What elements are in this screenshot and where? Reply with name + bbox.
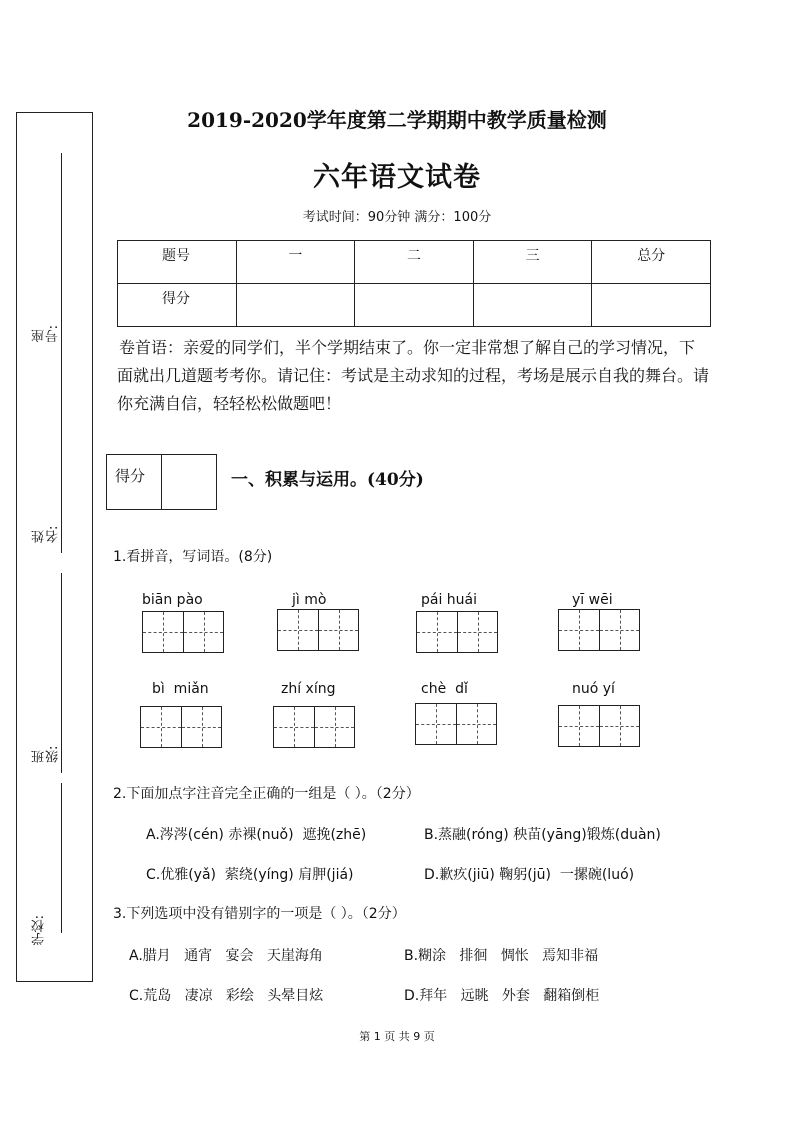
exam-subtitle: 六年语文试卷 [313, 162, 481, 193]
char-grid[interactable] [599, 610, 639, 650]
score-table [117, 240, 711, 327]
char-box-pair[interactable] [142, 611, 224, 653]
section1-title: 一、积累与运用。(40分) [231, 470, 424, 490]
q2-option-d[interactable]: D.歉疚(jiū) 鞠躬(jū) 一摞碗(luó) [424, 867, 635, 883]
char-grid[interactable] [143, 612, 183, 652]
char-grid[interactable] [141, 707, 181, 747]
pinyin-label: nuó yí [572, 681, 615, 697]
q3-text: 3.下列选项中没有错别字的一项是（ ）。（2分） [113, 906, 406, 922]
char-grid[interactable] [417, 612, 457, 652]
q2-option-a[interactable]: A.涔涔(cén) 赤裸(nuǒ) 遮挽(zhē) [146, 827, 367, 843]
char-box-pair[interactable] [140, 706, 222, 748]
char-box-pair[interactable] [415, 703, 497, 745]
char-grid[interactable] [559, 610, 599, 650]
q3-option-c[interactable]: C.荒岛 凄凉 彩绘 头晕目炫 [129, 988, 324, 1004]
preface-text: 卷首语：亲爱的同学们，半个学期结束了。你一定非常想了解自己的学习情况，下面就出几道题考考你。请记住：考试是主动求知的过程，考场是展示自我的舞台。请你充满自信，轻轻松松做题吧！ [117, 338, 710, 413]
class-label: 班级: [32, 745, 61, 763]
name-line [61, 353, 62, 553]
score-cell[interactable] [236, 284, 355, 327]
char-grid[interactable] [183, 612, 223, 652]
char-box-pair[interactable] [416, 611, 498, 653]
school-label: 学校: [32, 915, 47, 946]
pinyin-label: chè dǐ [421, 681, 468, 697]
char-grid[interactable] [274, 707, 314, 747]
char-box-pair[interactable] [558, 609, 640, 651]
char-box-pair[interactable] [277, 609, 359, 651]
score-cell[interactable] [473, 284, 592, 327]
score-table-header-cell: 二 [355, 241, 474, 284]
name-label: 姓名: [32, 525, 61, 543]
char-grid[interactable] [181, 707, 221, 747]
q3-option-d[interactable]: D.拜年 远眺 外套 翻箱倒柜 [404, 988, 600, 1004]
school-field [17, 773, 94, 973]
pinyin-label: pái huái [421, 592, 478, 608]
score-table-header-cell: 一 [236, 241, 355, 284]
char-grid[interactable] [318, 610, 358, 650]
score-row-label: 得分 [118, 284, 237, 327]
score-table-header-cell: 三 [473, 241, 592, 284]
school-line [61, 783, 62, 933]
score-table-header-cell: 总分 [592, 241, 711, 284]
score-table-header-cell: 题号 [118, 241, 237, 284]
q2-option-b[interactable]: B.蒸融(róng) 秧苗(yāng)锻炼(duàn) [424, 827, 661, 843]
q3-option-a[interactable]: A.腊月 通宵 宴会 天崖海角 [129, 948, 323, 964]
q3-option-b[interactable]: B.糊涂 排徊 惆怅 焉知非福 [404, 948, 599, 964]
char-grid[interactable] [416, 704, 456, 744]
char-box-pair[interactable] [273, 706, 355, 748]
pinyin-label: jì mò [292, 592, 327, 608]
section1-score-box [106, 454, 217, 510]
pinyin-label: bì miǎn [152, 681, 209, 697]
score-table-score-row [118, 284, 711, 327]
pinyin-label: zhí xíng [281, 681, 336, 697]
binding-strip [16, 112, 93, 982]
q2-text: 2.下面加点字注音完全正确的一组是（ ）。（2分） [113, 786, 420, 802]
q2-option-c[interactable]: C.优雅(yǎ) 萦绕(yíng) 肩胛(jiá) [146, 867, 354, 883]
page-number: 第 1 页 共 9 页 [359, 1030, 435, 1043]
seat-label: 座号: [32, 325, 61, 343]
char-grid[interactable] [457, 612, 497, 652]
class-field [17, 563, 94, 763]
q1-text: 1.看拼音，写词语。(8分) [113, 549, 273, 565]
section1-score-input[interactable] [162, 455, 216, 509]
score-cell[interactable] [592, 284, 711, 327]
char-grid[interactable] [599, 706, 639, 746]
score-cell[interactable] [355, 284, 474, 327]
name-field [17, 343, 94, 543]
pinyin-label: yī wēi [572, 592, 613, 608]
pinyin-label: biān pào [142, 592, 203, 608]
char-grid[interactable] [278, 610, 318, 650]
section1-score-label: 得分 [107, 455, 162, 509]
char-grid[interactable] [559, 706, 599, 746]
score-table-header-row [118, 241, 711, 284]
exam-info: 考试时间：90分钟 满分：100分 [302, 210, 492, 225]
class-line [61, 573, 62, 773]
char-grid[interactable] [314, 707, 354, 747]
char-grid[interactable] [456, 704, 496, 744]
exam-title: 2019-2020学年度第二学期期中教学质量检测 [187, 108, 607, 132]
char-box-pair[interactable] [558, 705, 640, 747]
